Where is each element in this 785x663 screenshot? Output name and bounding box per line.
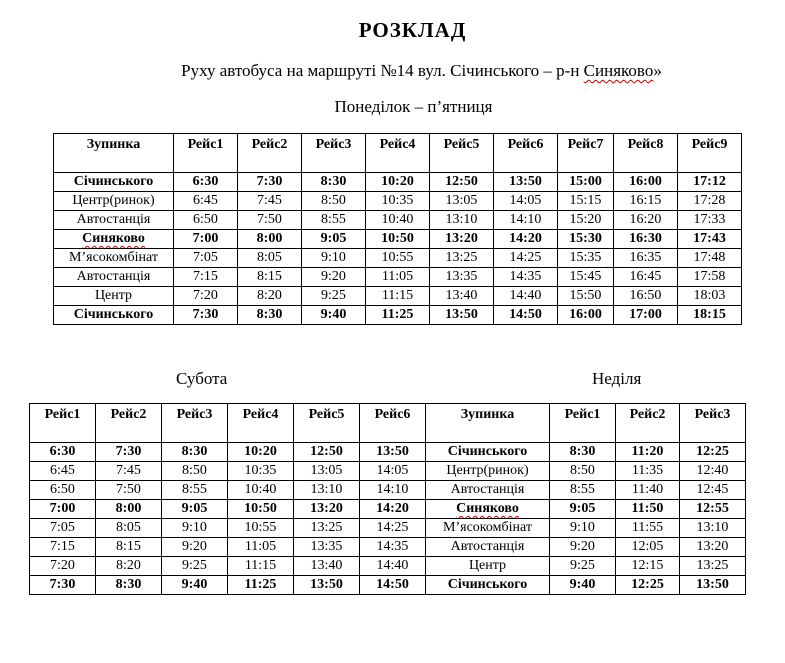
table-row xyxy=(30,538,426,557)
departure-time-cell: 12:25 xyxy=(680,443,746,462)
weekday-header-row xyxy=(54,134,742,173)
table-row xyxy=(426,443,746,462)
table-row xyxy=(54,230,742,249)
column-header: Рейс5 xyxy=(294,404,360,443)
departure-time-cell: 13:40 xyxy=(294,557,360,576)
departure-time-cell: 11:25 xyxy=(228,576,294,595)
departure-time-cell: 11:15 xyxy=(228,557,294,576)
stop-name-cell xyxy=(54,173,174,192)
departure-time-cell: 13:10 xyxy=(680,519,746,538)
stop-name-cell xyxy=(54,268,174,287)
departure-time-cell: 15:50 xyxy=(558,287,614,306)
departure-time-cell: 17:00 xyxy=(614,306,678,325)
departure-time-cell: 11:35 xyxy=(616,462,680,481)
departure-time-cell: 13:20 xyxy=(430,230,494,249)
departure-time-cell: 13:50 xyxy=(494,173,558,192)
departure-time-cell: 15:45 xyxy=(558,268,614,287)
table-row xyxy=(54,192,742,211)
departure-time-cell: 11:20 xyxy=(616,443,680,462)
saturday-schedule-table xyxy=(29,403,426,595)
departure-time-cell: 12:05 xyxy=(616,538,680,557)
stop-name: Центр(ринок) xyxy=(72,193,155,208)
table-row xyxy=(30,462,426,481)
departure-time-cell: 7:20 xyxy=(30,557,96,576)
departure-time-cell: 13:40 xyxy=(430,287,494,306)
subtitle-prefix: Руху автобуса на маршруті №14 вул. Січинського – р-н xyxy=(181,61,584,80)
departure-time-cell: 15:35 xyxy=(558,249,614,268)
stop-name: М’ясокомбінат xyxy=(69,250,158,265)
table-row xyxy=(54,173,742,192)
departure-time-cell: 7:50 xyxy=(96,481,162,500)
departure-time-cell: 17:48 xyxy=(678,249,742,268)
departure-time-cell: 13:50 xyxy=(360,443,426,462)
stop-name-cell xyxy=(426,443,550,462)
departure-time-cell: 8:55 xyxy=(162,481,228,500)
departure-time-cell: 14:20 xyxy=(360,500,426,519)
departure-time-cell: 6:45 xyxy=(30,462,96,481)
departure-time-cell: 13:25 xyxy=(430,249,494,268)
departure-time-cell: 9:20 xyxy=(302,268,366,287)
column-header: Рейс3 xyxy=(302,134,366,173)
stop-name-cell xyxy=(54,306,174,325)
departure-time-cell: 10:50 xyxy=(366,230,430,249)
departure-time-cell: 17:28 xyxy=(678,192,742,211)
stop-name: Автостанція xyxy=(76,212,151,227)
table-row xyxy=(426,576,746,595)
departure-time-cell: 8:20 xyxy=(238,287,302,306)
table-row xyxy=(426,519,746,538)
departure-time-cell: 17:58 xyxy=(678,268,742,287)
stop-name: Автостанція xyxy=(450,539,525,554)
page-title: РОЗКЛАД xyxy=(358,18,467,42)
departure-time-cell: 9:25 xyxy=(162,557,228,576)
subtitle-spell-word: Синяково xyxy=(583,61,654,80)
column-header: Рейс1 xyxy=(550,404,616,443)
stop-name: Січинського xyxy=(447,444,528,459)
departure-time-cell: 8:00 xyxy=(96,500,162,519)
sunday-schedule-table xyxy=(425,403,746,595)
stop-name-cell xyxy=(54,249,174,268)
column-header: Рейс4 xyxy=(366,134,430,173)
stop-name-cell xyxy=(54,230,174,249)
departure-time-cell: 8:30 xyxy=(162,443,228,462)
table-row xyxy=(30,500,426,519)
departure-time-cell: 7:20 xyxy=(174,287,238,306)
departure-time-cell: 8:30 xyxy=(96,576,162,595)
departure-time-cell: 11:05 xyxy=(228,538,294,557)
table-row xyxy=(30,557,426,576)
departure-time-cell: 11:50 xyxy=(616,500,680,519)
subtitle-suffix: » xyxy=(653,61,662,80)
departure-time-cell: 8:05 xyxy=(238,249,302,268)
departure-time-cell: 16:00 xyxy=(558,306,614,325)
stop-name-cell xyxy=(426,576,550,595)
stop-name: Центр xyxy=(468,558,507,573)
departure-time-cell: 8:55 xyxy=(302,211,366,230)
table-row xyxy=(30,576,426,595)
departure-time-cell: 12:15 xyxy=(616,557,680,576)
departure-time-cell: 9:40 xyxy=(162,576,228,595)
departure-time-cell: 9:05 xyxy=(162,500,228,519)
stop-name: Синяково xyxy=(82,231,145,246)
departure-time-cell: 7:30 xyxy=(174,306,238,325)
column-header: Рейс2 xyxy=(96,404,162,443)
route-subtitle xyxy=(29,61,785,81)
stop-name: Січинського xyxy=(73,174,154,189)
saturday-header-row xyxy=(30,404,426,443)
stop-name-cell xyxy=(426,519,550,538)
departure-time-cell: 13:20 xyxy=(294,500,360,519)
stop-name: Автостанція xyxy=(76,269,151,284)
departure-time-cell: 13:50 xyxy=(430,306,494,325)
weekday-schedule-table xyxy=(53,133,742,325)
departure-time-cell: 10:40 xyxy=(228,481,294,500)
column-header: Рейс1 xyxy=(174,134,238,173)
table-row xyxy=(426,462,746,481)
departure-time-cell: 7:50 xyxy=(238,211,302,230)
departure-time-cell: 8:15 xyxy=(238,268,302,287)
departure-time-cell: 9:20 xyxy=(162,538,228,557)
departure-time-cell: 10:20 xyxy=(228,443,294,462)
table-row xyxy=(30,519,426,538)
departure-time-cell: 17:43 xyxy=(678,230,742,249)
sunday-label: Неділя xyxy=(592,369,642,388)
departure-time-cell: 16:50 xyxy=(614,287,678,306)
departure-time-cell: 12:55 xyxy=(680,500,746,519)
stop-name-cell xyxy=(426,500,550,519)
departure-time-cell: 11:05 xyxy=(366,268,430,287)
column-header: Рейс4 xyxy=(228,404,294,443)
departure-time-cell: 16:45 xyxy=(614,268,678,287)
departure-time-cell: 10:35 xyxy=(366,192,430,211)
departure-time-cell: 12:40 xyxy=(680,462,746,481)
stop-name-cell xyxy=(426,557,550,576)
column-header: Рейс6 xyxy=(360,404,426,443)
departure-time-cell: 12:25 xyxy=(616,576,680,595)
departure-time-cell: 6:45 xyxy=(174,192,238,211)
departure-time-cell: 14:35 xyxy=(360,538,426,557)
departure-time-cell: 10:40 xyxy=(366,211,430,230)
table-row xyxy=(426,481,746,500)
departure-time-cell: 6:50 xyxy=(174,211,238,230)
departure-time-cell: 7:30 xyxy=(238,173,302,192)
departure-time-cell: 9:10 xyxy=(302,249,366,268)
table-row xyxy=(54,287,742,306)
departure-time-cell: 14:10 xyxy=(360,481,426,500)
departure-time-cell: 17:33 xyxy=(678,211,742,230)
departure-time-cell: 13:25 xyxy=(680,557,746,576)
departure-time-cell: 12:50 xyxy=(294,443,360,462)
departure-time-cell: 18:15 xyxy=(678,306,742,325)
table-row xyxy=(54,249,742,268)
column-header: Рейс1 xyxy=(30,404,96,443)
departure-time-cell: 7:45 xyxy=(96,462,162,481)
departure-time-cell: 10:55 xyxy=(366,249,430,268)
departure-time-cell: 15:30 xyxy=(558,230,614,249)
departure-time-cell: 14:20 xyxy=(494,230,558,249)
stop-name: Центр(ринок) xyxy=(446,463,529,478)
table-row xyxy=(426,557,746,576)
column-header: Рейс6 xyxy=(494,134,558,173)
departure-time-cell: 6:30 xyxy=(174,173,238,192)
departure-time-cell: 16:30 xyxy=(614,230,678,249)
stop-name-cell xyxy=(426,462,550,481)
stop-name-cell xyxy=(54,287,174,306)
departure-time-cell: 9:40 xyxy=(302,306,366,325)
departure-time-cell: 9:40 xyxy=(550,576,616,595)
departure-time-cell: 13:35 xyxy=(430,268,494,287)
departure-time-cell: 13:25 xyxy=(294,519,360,538)
stop-name: Січинського xyxy=(447,577,528,592)
departure-time-cell: 14:50 xyxy=(494,306,558,325)
weekday-label: Понеділок – п’ятниця xyxy=(334,97,493,116)
departure-time-cell: 8:00 xyxy=(238,230,302,249)
stop-name: Синяково xyxy=(456,501,519,516)
departure-time-cell: 8:30 xyxy=(238,306,302,325)
departure-time-cell: 11:55 xyxy=(616,519,680,538)
departure-time-cell: 9:05 xyxy=(550,500,616,519)
departure-time-cell: 8:30 xyxy=(302,173,366,192)
departure-time-cell: 7:00 xyxy=(30,500,96,519)
departure-time-cell: 6:30 xyxy=(30,443,96,462)
table-row xyxy=(426,500,746,519)
saturday-label: Субота xyxy=(176,369,228,388)
departure-time-cell: 10:20 xyxy=(366,173,430,192)
departure-time-cell: 14:25 xyxy=(494,249,558,268)
departure-time-cell: 13:10 xyxy=(294,481,360,500)
departure-time-cell: 7:30 xyxy=(96,443,162,462)
departure-time-cell: 14:50 xyxy=(360,576,426,595)
departure-time-cell: 9:10 xyxy=(550,519,616,538)
column-header: Зупинка xyxy=(426,404,550,443)
departure-time-cell: 14:25 xyxy=(360,519,426,538)
departure-time-cell: 8:50 xyxy=(550,462,616,481)
departure-time-cell: 12:45 xyxy=(680,481,746,500)
departure-time-cell: 9:10 xyxy=(162,519,228,538)
departure-time-cell: 15:20 xyxy=(558,211,614,230)
table-row xyxy=(54,268,742,287)
table-row xyxy=(426,538,746,557)
departure-time-cell: 13:05 xyxy=(430,192,494,211)
departure-time-cell: 12:50 xyxy=(430,173,494,192)
stop-name: Січинського xyxy=(73,307,154,322)
departure-time-cell: 8:20 xyxy=(96,557,162,576)
column-header: Зупинка xyxy=(54,134,174,173)
departure-time-cell: 13:05 xyxy=(294,462,360,481)
departure-time-cell: 13:50 xyxy=(680,576,746,595)
departure-time-cell: 8:30 xyxy=(550,443,616,462)
departure-time-cell: 7:15 xyxy=(174,268,238,287)
departure-time-cell: 13:10 xyxy=(430,211,494,230)
stop-name-cell xyxy=(54,192,174,211)
column-header: Рейс5 xyxy=(430,134,494,173)
departure-time-cell: 14:05 xyxy=(360,462,426,481)
table-row xyxy=(54,211,742,230)
departure-time-cell: 16:15 xyxy=(614,192,678,211)
column-header: Рейс2 xyxy=(616,404,680,443)
departure-time-cell: 16:20 xyxy=(614,211,678,230)
departure-time-cell: 9:25 xyxy=(302,287,366,306)
column-header: Рейс7 xyxy=(558,134,614,173)
column-header: Рейс9 xyxy=(678,134,742,173)
departure-time-cell: 8:55 xyxy=(550,481,616,500)
departure-time-cell: 7:45 xyxy=(238,192,302,211)
departure-time-cell: 8:15 xyxy=(96,538,162,557)
stop-name-cell xyxy=(426,538,550,557)
departure-time-cell: 18:03 xyxy=(678,287,742,306)
departure-time-cell: 8:50 xyxy=(302,192,366,211)
departure-time-cell: 10:35 xyxy=(228,462,294,481)
stop-name-cell xyxy=(54,211,174,230)
departure-time-cell: 14:10 xyxy=(494,211,558,230)
column-header: Рейс2 xyxy=(238,134,302,173)
departure-time-cell: 14:40 xyxy=(494,287,558,306)
departure-time-cell: 6:50 xyxy=(30,481,96,500)
departure-time-cell: 9:25 xyxy=(550,557,616,576)
departure-time-cell: 9:20 xyxy=(550,538,616,557)
column-header: Рейс8 xyxy=(614,134,678,173)
departure-time-cell: 15:00 xyxy=(558,173,614,192)
stop-name: Центр xyxy=(94,288,133,303)
stop-name: М’ясокомбінат xyxy=(443,520,532,535)
departure-time-cell: 7:30 xyxy=(30,576,96,595)
departure-time-cell: 7:00 xyxy=(174,230,238,249)
departure-time-cell: 7:05 xyxy=(30,519,96,538)
table-row xyxy=(54,306,742,325)
departure-time-cell: 11:25 xyxy=(366,306,430,325)
table-row xyxy=(30,481,426,500)
departure-time-cell: 13:50 xyxy=(294,576,360,595)
departure-time-cell: 10:55 xyxy=(228,519,294,538)
departure-time-cell: 15:15 xyxy=(558,192,614,211)
departure-time-cell: 16:00 xyxy=(614,173,678,192)
column-header: Рейс3 xyxy=(680,404,746,443)
departure-time-cell: 14:40 xyxy=(360,557,426,576)
table-row xyxy=(30,443,426,462)
stop-name-cell xyxy=(426,481,550,500)
departure-time-cell: 11:40 xyxy=(616,481,680,500)
departure-time-cell: 16:35 xyxy=(614,249,678,268)
departure-time-cell: 13:35 xyxy=(294,538,360,557)
departure-time-cell: 8:05 xyxy=(96,519,162,538)
departure-time-cell: 11:15 xyxy=(366,287,430,306)
sunday-header-row xyxy=(426,404,746,443)
departure-time-cell: 17:12 xyxy=(678,173,742,192)
stop-name: Автостанція xyxy=(450,482,525,497)
departure-time-cell: 13:20 xyxy=(680,538,746,557)
column-header: Рейс3 xyxy=(162,404,228,443)
departure-time-cell: 7:05 xyxy=(174,249,238,268)
departure-time-cell: 14:35 xyxy=(494,268,558,287)
departure-time-cell: 14:05 xyxy=(494,192,558,211)
departure-time-cell: 9:05 xyxy=(302,230,366,249)
departure-time-cell: 7:15 xyxy=(30,538,96,557)
departure-time-cell: 8:50 xyxy=(162,462,228,481)
departure-time-cell: 10:50 xyxy=(228,500,294,519)
